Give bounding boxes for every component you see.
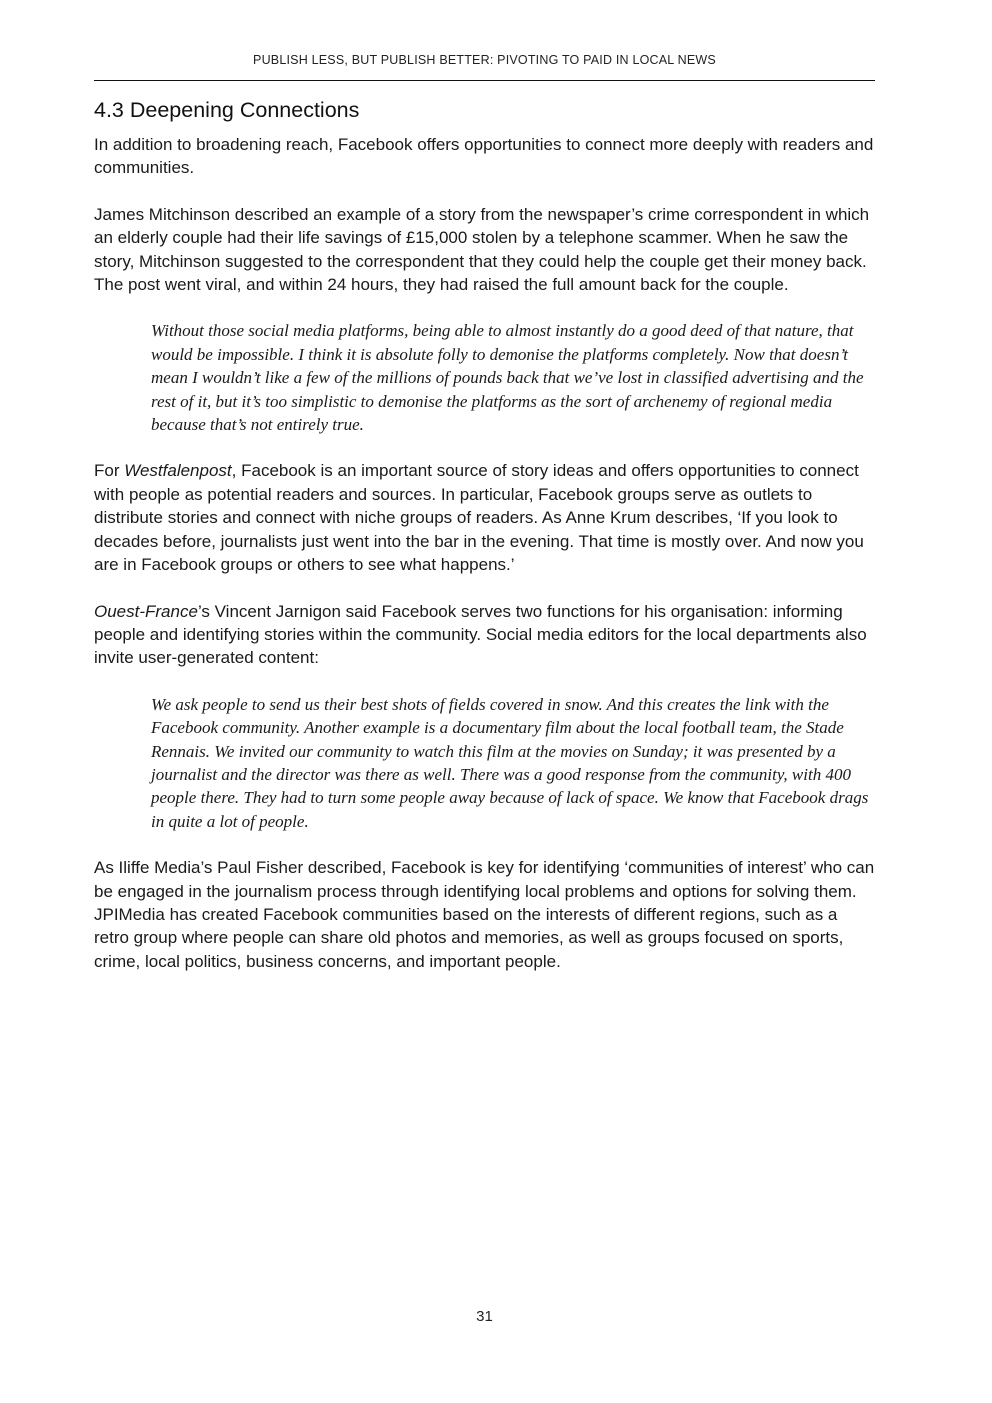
page-number: 31 [476,1308,493,1325]
paragraph-ouest-france [94,600,875,670]
paragraph-iliffe-fisher: As Iliffe Media’s Paul Fisher described, Facebook is key for identifying ‘communities of interest’ who can be engaged in the journalism process through identifying local problems and options for solving them. JPIMedia has created Facebook communities based on the interests of different regions, such as a retro group where people can share old photos and memories, as well as groups focused on sports, crime, local politics, business concerns, and important people. [94,858,875,971]
quote-jarnigon: We ask people to send us their best shots of fields covered in snow. And this creates the link with the Facebook community. Another example is a documentary film about the local football team, the Stade Rennais. We invited our community to watch this film at the movies on Sunday; it was presented by a journalist and the director was there as well. There was a good response from the community, with 400 people there. They had to turn some people away because of lack of space. We know that Facebook drags in quite a lot of people. [151,694,869,831]
paragraph-westfalenpost-prefix: For [94,461,125,481]
paragraph-ouest-france-text: ’s Vincent Jarnigon said Facebook serves two functions for his organisation: informing people and identifying stories within the community. Social media editors for the local departments also invite user-generated content: [94,601,867,668]
paragraph-mitchinson-story: James Mitchinson described an example of a story from the newspaper’s crime correspondent in which an elderly couple had their life savings of £15,000 stolen by a telephone scammer. When he saw the story, Mitchinson suggested to the correspondent that they could help the couple get their money back. The post went viral, and within 24 hours, they had raised the full amount back for the couple. [94,204,870,295]
section-title: 4.3 Deepening Connections [94,98,360,122]
paragraph-westfalenpost [94,459,875,576]
document-page [94,0,875,1403]
running-header: PUBLISH LESS, BUT PUBLISH BETTER: PIVOTING TO PAID IN LOCAL NEWS [253,53,716,67]
paragraph-intro: In addition to broadening reach, Facebook offers opportunities to connect more deeply with readers and communities. [94,135,874,178]
header-divider [94,80,875,81]
quote-mitchinson: Without those social media platforms, being able to almost instantly do a good deed of that nature, that would be impossible. I think it is absolute folly to demonise the platforms completely. Now that doesn’t mean I wouldn’t like a few of the millions of pounds back that we’ve lost in classified advertising and the rest of it, but it’s too simplistic to demonise the platforms as the sort of archenemy of regional media because that’s not entirely true. [151,321,864,435]
paragraph-westfalenpost-text: , Facebook is an important source of story ideas and offers opportunities to connect with people as potential readers and sources. In particular, Facebook groups serve as outlets to distribute stories and connect with niche groups of readers. As Anne Krum describes, ‘If you look to decades before, journalists just went into the bar in the evening. That time is mostly over. And now you are in Facebook groups or others to see what happens.’ [94,461,864,575]
publication-name-ouest-france: Ouest-France [94,601,198,621]
publication-name-westfalenpost: Westfalenpost [124,461,232,481]
page-content [94,96,875,996]
